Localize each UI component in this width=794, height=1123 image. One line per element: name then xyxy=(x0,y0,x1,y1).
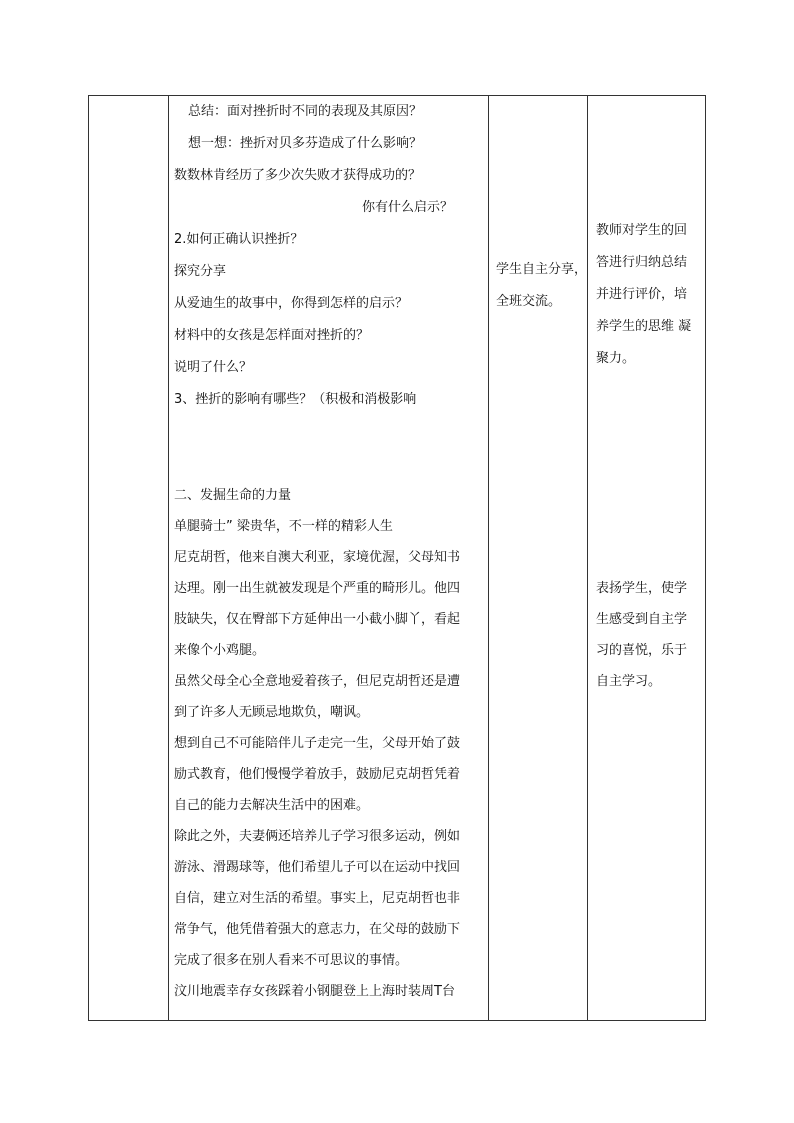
teacher-line: 自主学习。 xyxy=(596,674,662,689)
teacher-line: 答进行归纳总结 xyxy=(596,255,688,270)
content-line: 探究分享 xyxy=(174,264,227,279)
lesson-plan-table xyxy=(88,95,706,1021)
content-line: 肢缺失，仅在臀部下方延伸出一小截小脚丫，看起 xyxy=(174,612,461,627)
content-line: 想一想：挫折对贝多芬造成了什么影响？ xyxy=(188,136,423,151)
content-line: 单腿骑士” 梁贵华，不一样的精彩人生 xyxy=(174,519,393,534)
content-line: 到了许多人无顾忌地欺负，嘲讽。 xyxy=(174,705,370,720)
content-line: 常争气，他凭借着强大的意志力，在父母的鼓励下 xyxy=(174,922,461,937)
content-line: 你有什么启示？ xyxy=(362,200,454,215)
teacher-line: 养学生的思维 凝 xyxy=(596,319,692,334)
student-line: 学生自主分享， xyxy=(496,262,588,277)
column-divider-3 xyxy=(587,96,588,1020)
teacher-line: 并进行评价，培 xyxy=(596,287,688,302)
content-line: 虽然父母全心全意地爱着孩子，但尼克胡哲还是遭 xyxy=(174,674,461,689)
content-line: 达理。刚一出生就被发现是个严重的畸形儿。他四 xyxy=(174,581,461,596)
content-line: 从爱迪生的故事中，你得到怎样的启示？ xyxy=(174,296,409,311)
content-line: 励式教育，他们慢慢学着放手，鼓励尼克胡哲凭着 xyxy=(174,767,461,782)
content-line: 游泳、滑踢球等，他们希望儿子可以在运动中找回 xyxy=(174,860,461,875)
content-line: 汶川地震幸存女孩踩着小钢腿登上上海时装周T台 xyxy=(174,984,455,999)
content-line: 自己的能力去解决生活中的困难。 xyxy=(174,798,370,813)
content-line: 除此之外，夫妻俩还培养儿子学习很多运动，例如 xyxy=(174,829,461,844)
content-line: 2.如何正确认识挫折？ xyxy=(174,232,304,247)
content-line: 3、挫折的影响有哪些？（积极和消极影响 xyxy=(174,392,417,407)
content-line: 数数林肯经历了多少次失败才获得成功的？ xyxy=(174,168,422,183)
content-line: 想到自己不可能陪伴儿子走完一生，父母开始了鼓 xyxy=(174,736,461,751)
teacher-line: 教师对学生的回 xyxy=(596,223,688,238)
content-line: 来像个小鸡腿。 xyxy=(174,643,266,658)
student-line: 全班交流。 xyxy=(496,294,562,309)
content-line: 总结：面对挫折时不同的表现及其原因？ xyxy=(188,104,423,119)
teacher-line: 表扬学生，使学 xyxy=(596,581,688,596)
content-line: 说明了什么？ xyxy=(174,360,253,375)
content-line: 完成了很多在别人看来不可思议的事情。 xyxy=(174,953,409,968)
content-line: 材料中的女孩是怎样面对挫折的？ xyxy=(174,328,370,343)
column-divider-2 xyxy=(488,96,489,1020)
teacher-line: 习的喜悦，乐于 xyxy=(596,643,688,658)
content-line: 尼克胡哲，他来自澳大利亚，家境优渥，父母知书 xyxy=(174,550,461,565)
teacher-line: 聚力。 xyxy=(596,351,636,366)
content-line: 自信，建立对生活的希望。事实上，尼克胡哲也非 xyxy=(174,891,461,906)
teacher-line: 生感受到自主学 xyxy=(596,612,688,627)
column-divider-1 xyxy=(168,96,169,1020)
section-heading: 二、发掘生命的力量 xyxy=(174,488,292,503)
